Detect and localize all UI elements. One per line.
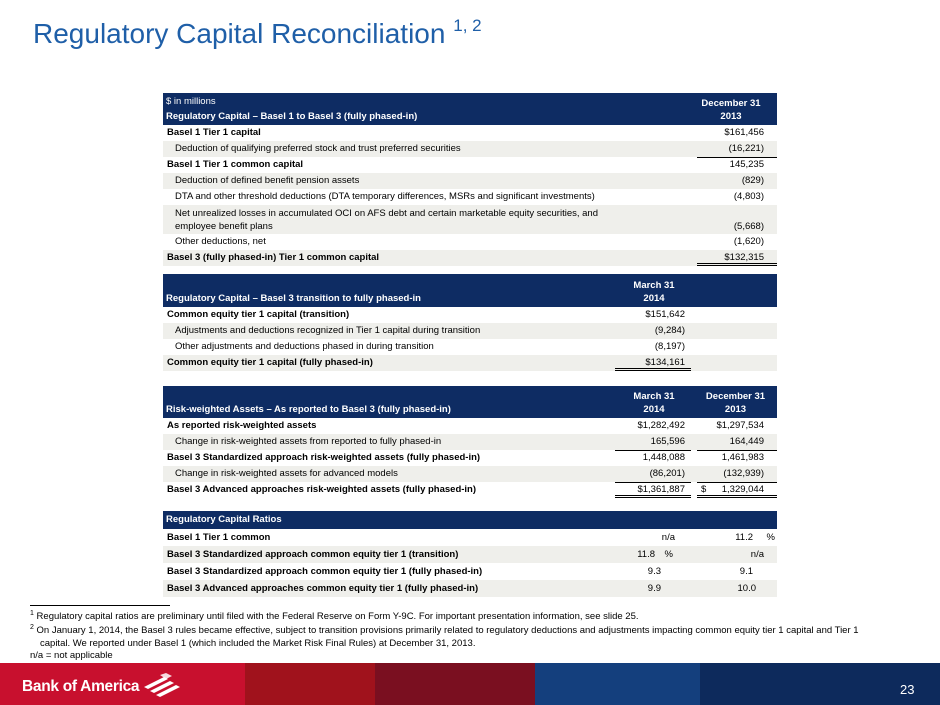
table-row: Basel 1 Tier 1 common capital 145,235 [167,159,764,170]
table-row: Basel 3 Standardized approach common equity tier 1 (transition) 11.8 % n/a [163,546,777,563]
basel3-transition-table [163,274,777,371]
table-title: Regulatory Capital – Basel 1 to Basel 3 (fully phased-in) [166,111,418,122]
table-row: As reported risk-weighted assets $1,282,492 $1,297,534 [167,420,764,431]
footnote-1: $^1$ Regulatory capital ratios are preliminary until filed with the Federal Reserve on Form Y-9C. For important presentation information, see slide 25. [30,610,639,623]
table-row: Deduction of qualifying preferred stock and trust preferred securities (16,221) [163,141,777,157]
table-row: Basel 3 (fully phased-in) Tier 1 common capital $132,315 [163,250,777,266]
title-footnote-refs: 1, 2 [453,16,482,35]
table-title: Regulatory Capital Ratios [166,514,282,525]
page-title: Regulatory Capital Reconciliation $^{1, 2}$ [33,16,482,49]
table-row: Basel 1 Tier 1 capital $161,456 [167,127,764,138]
table-row: Change in risk-weighted assets from reported to fully phased-in 165,596 164,449 [163,434,777,450]
units-label: $ in millions [166,96,216,107]
table-row: Other adjustments and deductions phased in during transition (8,197) [163,339,777,355]
capital-ratios-table [163,511,777,597]
col-mar31: March 31 2014 [633,391,675,415]
table-row: Common equity tier 1 capital (fully phased-in) $134,161 [163,355,777,371]
col-mar31: March 31 2014 [633,280,675,304]
table-header [163,93,777,125]
table-row: Basel 3 Standardized approach risk-weighted assets (fully phased-in) 1,448,088 1,461,983 [167,452,764,463]
table-row: Basel 3 Standardized approach common equity tier 1 (fully phased-in) 9.3 9.1 [167,566,753,577]
table-row: Basel 3 Advanced approaches common equity tier 1 (fully phased-in) 9.9 10.0 [163,580,777,597]
table-header [163,274,777,307]
footnote-divider [30,605,170,606]
flag-logo-icon [142,673,182,699]
table-title: Regulatory Capital – Basel 3 transition to fully phased-in [166,293,421,304]
table-row: Adjustments and deductions recognized in Tier 1 capital during transition (9,284) [163,323,777,339]
basel1-to-basel3-table [163,93,777,266]
table-header [163,511,777,529]
table-header [163,386,777,418]
footnote-na: n/a = not applicable [30,650,113,661]
footnote-2: $^2$ On January 1, 2014, the Basel 3 rules became effective, subject to transition provisions primarily related to regulatory deductions and adjustments impacting common equity tier 1 capital and Tier 1 [30,624,859,637]
table-row: Common equity tier 1 capital (transition) $151,642 [167,309,685,320]
table-row: Deduction of defined benefit pension assets (829) [163,173,777,189]
col-dec31: December 31 2013 [705,391,766,415]
table-row: DTA and other threshold deductions (DTA temporary differences, MSRs and significant investments) (4,803) [175,191,764,202]
page-number: 23 [900,682,915,697]
footer-band [0,663,940,705]
risk-weighted-assets-table [163,386,777,498]
col-dec31: December 31 2013 [701,98,761,122]
table-row: Basel 1 Tier 1 common n/a 11.2 % [167,532,775,543]
table-title: Risk-weighted Assets – As reported to Basel 3 (fully phased-in) [166,404,451,415]
table-row: Other deductions, net (1,620) [163,234,777,250]
table-row: Net unrealized losses in accumulated OCI on AFS debt and certain marketable equity securities, and employee benefit plans (5,668) [163,205,777,234]
footnote-2-cont: capital. We reported under Basel 1 (which included the Market Risk Final Rules) at December 31, 2013. [40,638,476,649]
bank-of-america-logo: Bank of America [22,678,140,695]
table-row: Change in risk-weighted assets for advanced models (86,201) (132,939) [163,466,777,482]
table-row: Basel 3 Advanced approaches risk-weighted assets (fully phased-in) $1,361,887 $ 1,329,044 [163,482,777,498]
